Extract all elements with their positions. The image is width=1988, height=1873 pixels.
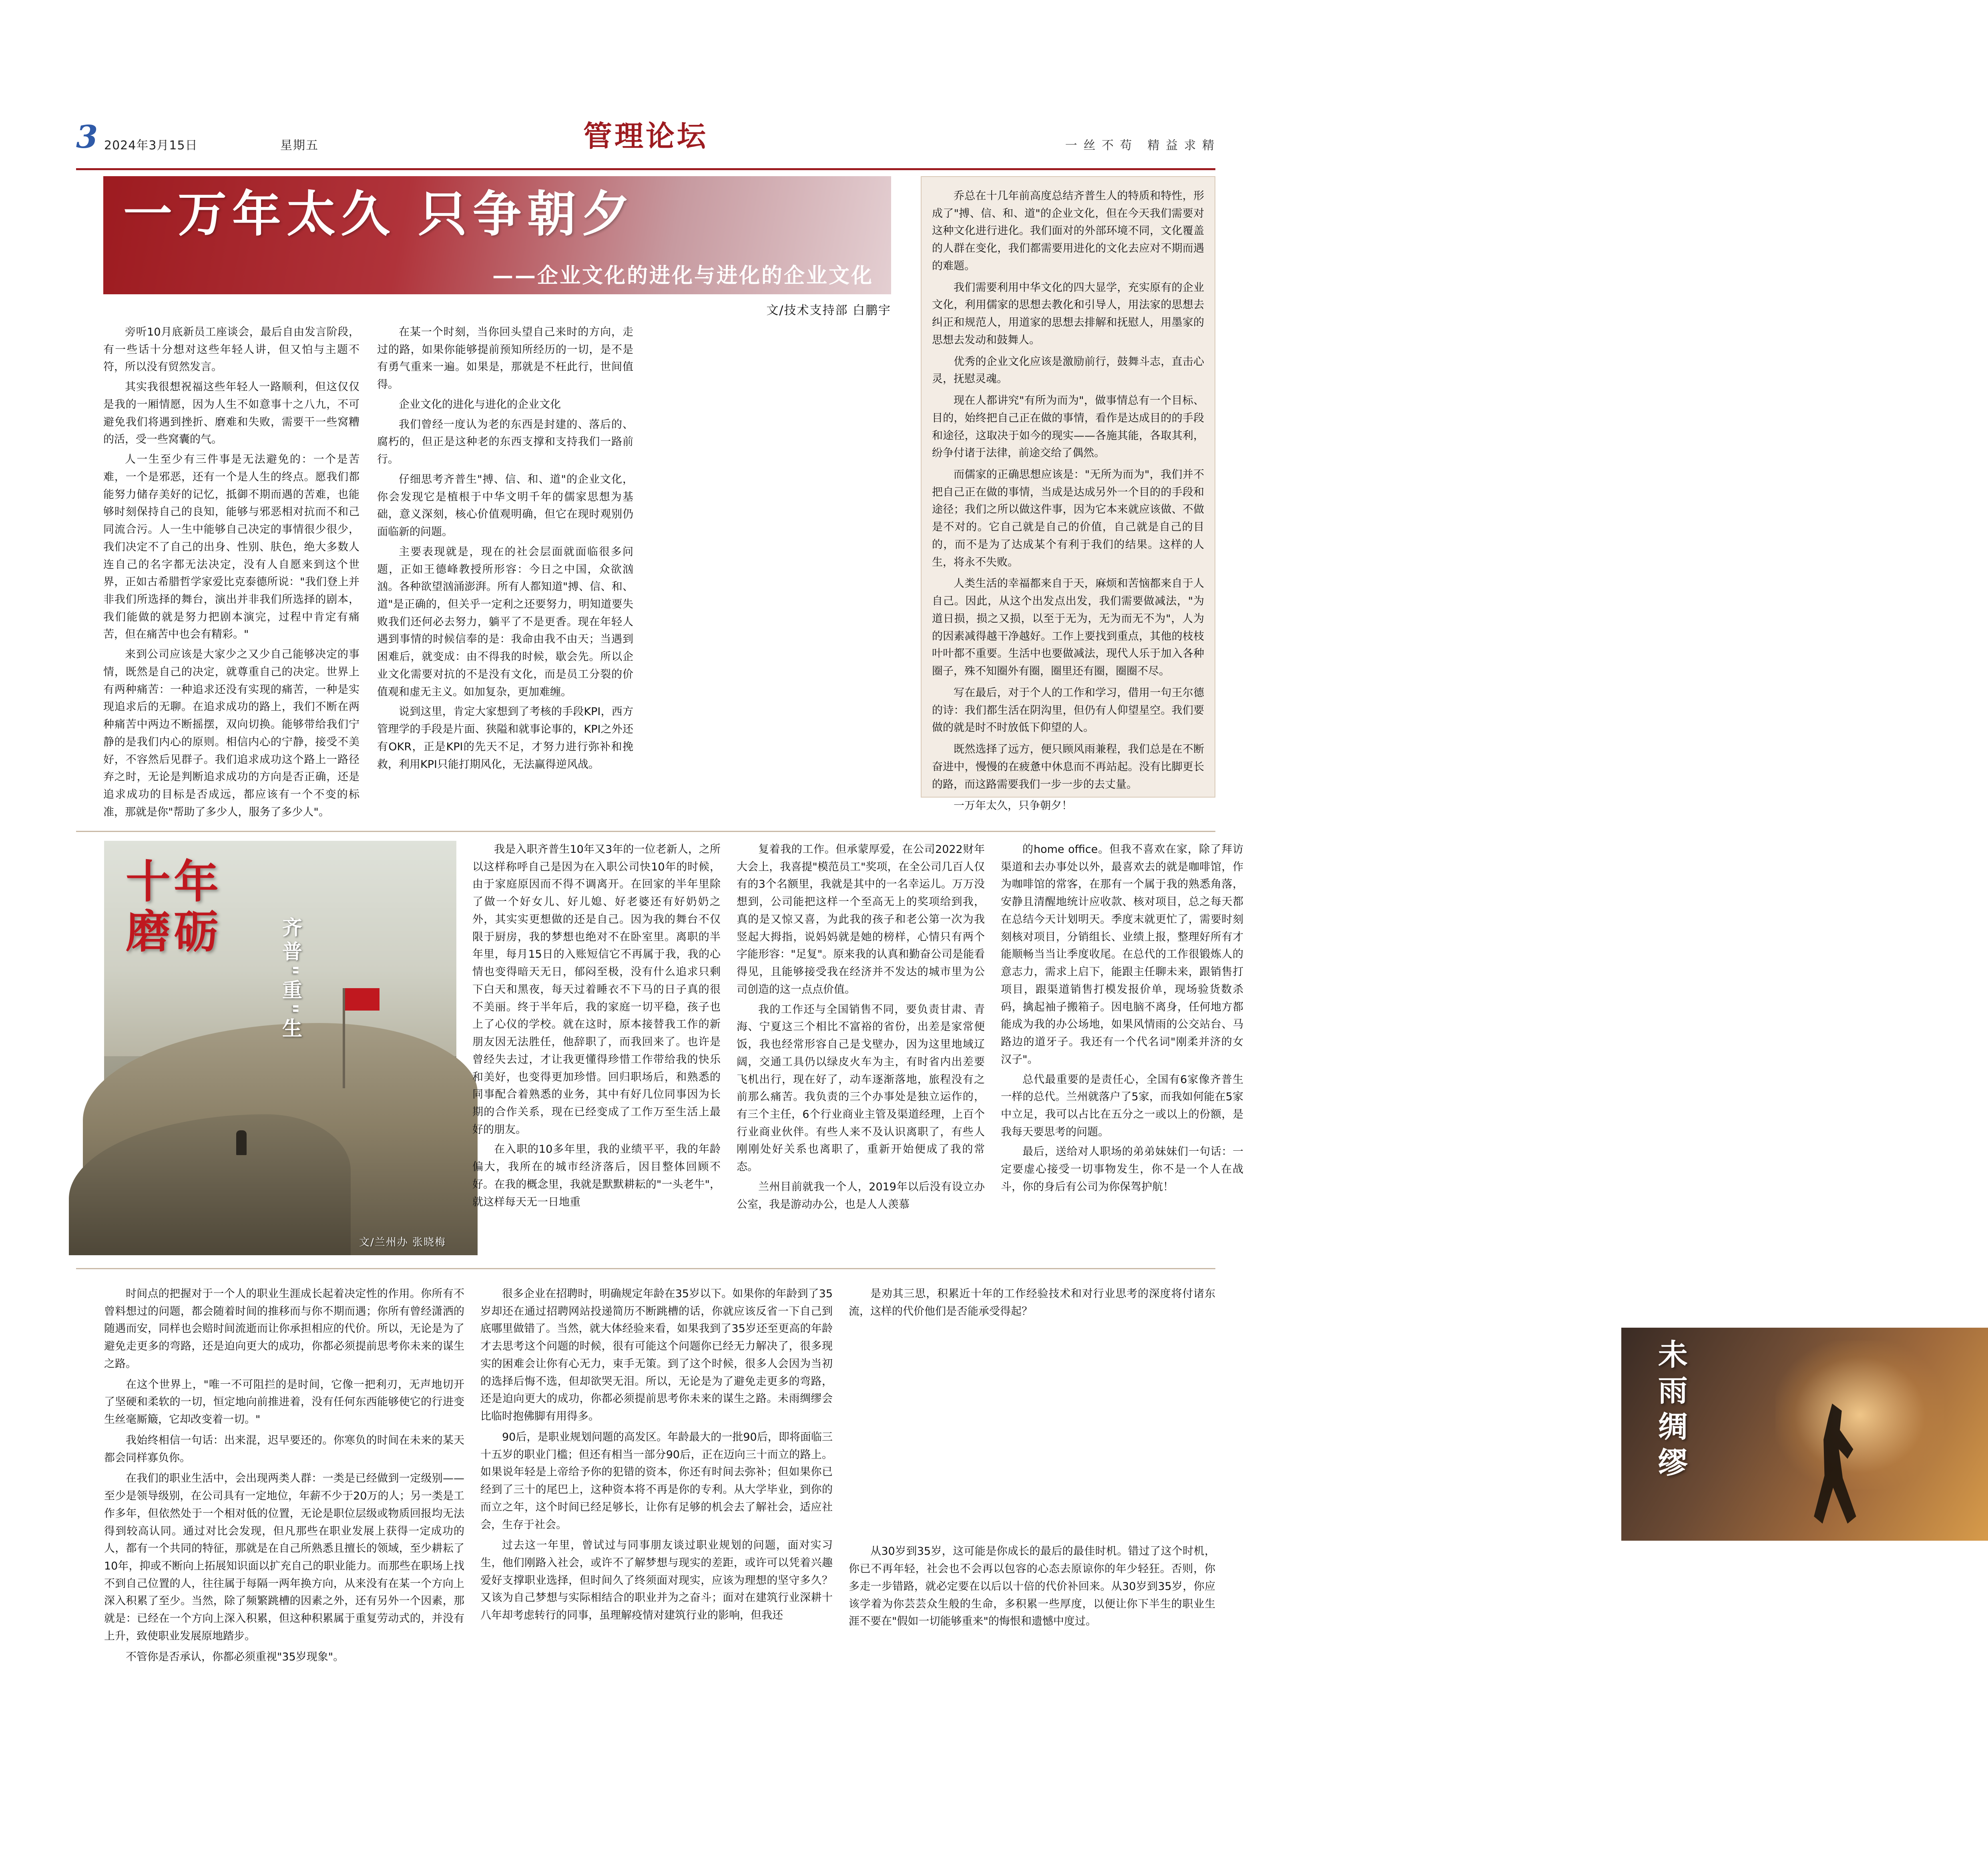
paragraph: 我们需要利用中华文化的四大显学，充实原有的企业文化，利用儒家的思想去教化和引导人，用法家的思想去纠正和规范人，用道家的思想去排解和抚慰人，用墨家的思想去发动和鼓舞人。 [932,281,1204,346]
paragraph: 过去这一年里，曾试过与同事朋友谈过职业规划的问题，面对实习生，他们刚路入社会，或许不了解梦想与现实的差距，或许可以凭着兴趣爱好支撑职业选择，但时间久了终须面对现实，应该为理想的坚守多久？又该为自己梦想与实际相结合的职业并为之奋斗；面对在建筑行业深耕十八年却考虑转行的同事，虽理解疫情对建筑行业的影响，但我还 [480,1539,833,1622]
paragraph: 不管你是否承认，你都必须重视"35岁现象"。 [126,1650,344,1663]
middle-article [76,831,1243,1269]
feature-article [76,176,1215,821]
paragraph: 在这个世界上，"唯一不可阻拦的是时间，它像一把利刃，无声地切开了坚硬和柔软的一切，恒定地向前推进着，没有任何东西能够使它的行进变生丝毫厮簸，它却改变着一切。" [104,1378,464,1426]
paragraph: 兰州目前就我一个人，2019年以后没有设立办公室，我是游动办公，也是人人羡慕 [737,1180,985,1211]
paragraph: 90后，是职业规划问题的高发区。年龄最大的一批90后，即将面临三十五岁的职业门槛；但还有相当一部分90后，正在迈向三十而立的路上。如果说年轻是上帝给予你的犯错的资本，你还有时间去弥补；但如果你已经到了三十的尾巴上，这种资本将不再是你的专利。从大学毕业，到你的而立之年，这个时间已经足够长，让你有足够的机会去了解社会，适应社会，生存于社会。 [480,1431,833,1531]
paragraph: 很多企业在招聘时，明确规定年龄在35岁以下。如果你的年龄到了35岁却还在通过招聘网站投递简历不断跳槽的话，你就应该反省一下自己到底哪里做错了。当然，就大体经验来看，如果我到了35岁还至更高的年龄才去思考这个问题的时候，很有可能这个问题你已经无力解决了，很多现实的困难会让你有心无力，束手无策。到了这个时候，很多人会因为当初的选择后悔不选，但却欲哭无泪。所以，无论是为了避免走更多的弯路，还是迫向更大的成功，你都必须提前思考你未来的谋生之路。未雨绸缪会比临时抱佛脚有用得多。 [480,1288,833,1423]
bottom-column-1 [104,1285,464,1669]
paragraph: 来到公司应该是大家少之又少自己能够决定的事情，既然是自己的决定，就尊重自己的决定。世界上有两种痛苦：一种追求还没有实现的痛苦，一种是实现追求后的无聊。在追求成功的路上，我们不断在两种痛苦中两边不断摇摆，双向切换。能够带给我们宁静的是我们内心的原则。相信内心的宁静，接受不美好，不容然后见群子。我们追求成功这个路上一路径弃之时，无论是判断追求成功的方向是否正确，还是追求成功的目标是否成远，都应该有一个不变的标准，那就是你"帮助了多少人，服务了多少人"。 [103,648,359,818]
paragraph: 人一生至少有三件事是无法避免的：一个是苦难，一个是邪恶，还有一个是人生的终点。愿我们都能努力储存美好的记忆，抵御不期而遇的苦难，也能够时刻保持自己的良知，能够与邪恶相对抗而不和己同流合污。人一生中能够自己决定的事情很少很少，我们决定不了自己的出身、性别、肤色，绝大多数人连自己的名字都无法决定，没有人自愿来到这个世界，正如古希腊哲学家爱比克泰德所说："我们登上并非我们所选择的舞台，演出并非我们所选择的剧本，我们能做的就是努力把剧本演完，过程中肯定有痛苦，但在痛苦中也会有精彩。" [103,453,359,641]
feature-headline: 一万年太久 只争朝夕 [123,185,636,243]
photo-title: 十年磨砺 [126,856,222,959]
slogan-right: 精 益 求 精 [1147,139,1215,153]
masthead-slogan [1065,135,1215,153]
feature-sidebar [921,176,1215,812]
paragraph: 在某一个时刻，当你回头望自己来时的方向，走过的路，如果你能够提前预知所经历的一切，是不是有勇气重来一遍。如果是，那就是不枉此行，世间值得。 [377,326,633,391]
paragraph: 是劝其三思，积累近十年的工作经验技术和对行业思考的深度将付诸东流，这样的代价他们是否能承受得起？ [849,1288,1215,1318]
photo-sun-glow [1775,1340,1944,1489]
paragraph: 现在人都讲究"有所为而为"，做事情总有一个目标、目的，始终把自己正在做的事情，看作是达成目的的手段和途径，这取决于如今的现实——各施其能，各取其利，纷争付诸于法律，前途交给了偶然。 [932,394,1204,460]
paragraph-closing: 一万年太久，只争朝夕！ [954,800,1072,812]
paragraph: 而儒家的正确思想应该是："无所为而为"，我们并不把自己正在做的事情，当成是达成另外一个目的的手段和途径；我们之所以做这件事，因为它本来就应该做、不做是不对的。它自己就是自己的价值，自己就是自己的目的，而不是为了达成某个有利于我们的结果。这样的人生，将永不失败。 [932,468,1204,569]
feature-subheadline: ——企业文化的进化与进化的企业文化 [492,263,874,288]
paragraph: 旁听10月底新员工座谈会，最后自由发言阶段，有一些话十分想对这些年轻人讲，但又怕与主题不符，所以没有贸然发言。 [103,326,359,374]
paragraph: 优秀的企业文化应该是激励前行，鼓舞斗志，直击心灵，抚慰灵魂。 [932,355,1204,386]
paragraph: 我是入职齐普生10年又3年的一位老新人，之所以这样称呼自己是因为在入职公司快10年的时候，由于家庭原因而不得不调离开。在回家的半年里除了做一个好女儿、好儿媳、好老婆还有好奶奶之外，其实实更想做的还是自己。因为我的舞台不仅限于厨房，我的梦想也绝对不在卧室里。离职的半年里，每月15日的入账短信它不再属于我，我的心情也变得暗天无日，郁闷至极，没有什么追求只剩下白天和黑夜，每天过着睡衣不下马的日子真的很不美丽。终于半年后，我的家庭一切平稳，孩子也上了心仪的学校。就在这时，原本接替我工作的新朋友因无法胜任，他辞职了，而我回来了。也许是曾经失去过，才让我更懂得珍惜工作带给我的快乐和美好，也变得更加珍惜。回归职场后，和熟悉的同事配合着熟悉的业务，其中有好几位同事因为长期的合作关系，现在已经变成了工作万至生活上最好的朋友。 [472,843,721,1136]
paragraph-subtitle: 企业文化的进化与进化的企业文化 [399,398,561,411]
page-number: 3 [76,119,98,155]
paragraph: 时间点的把握对于一个人的职业生涯成长起着决定性的作用。你所有不曾料想过的问题，都会随着时间的推移而与你不期而遇；你所有曾经潇洒的随遇而安，同样也会赔时间流逝而让你承担相应的代价。所以，无论是为了避免走更多的弯路，还是迫向更大的成功，你都必须提前思考你未来的谋生之路。 [104,1288,464,1370]
photo-right-title: 未雨绸缪 [1653,1339,1688,1483]
paragraph: 我们曾经一度认为老的东西是封建的、落后的、腐朽的，但正是这种老的东西支撑和支持我们一路前行。 [377,418,633,466]
photo-credit: 文/兰州办 张晓梅 [359,1236,446,1248]
paragraph: 我始终相信一句话：出来混，迟早要还的。你寒负的时间在未来的某天都会同样寡负你。 [104,1434,464,1464]
feature-headline-banner [103,176,891,294]
article-photo-right [1621,1328,1988,1541]
publish-date: 2024年3月15日 [104,139,198,153]
paragraph: 的home office。但我不喜欢在家，除了拜访渠道和去办事处以外，最喜欢去的就是咖啡馆，作为咖啡馆的常客，在那有一个属于我的熟悉角落，安静且清醒地统计应收款、核对项目，总之每天都在总结今天计划明天。季度末就更忙了，需要时刻刻核对项目，分销组长、业绩上报，整理好所有才能顺畅当当让季度收尾。在总代的工作很锻炼人的意志力，需求上启下，能跟主任聊未来，跟销售打项目，跟渠道销售打模发报价单，现场验货数杀码，擒起袖子搬箱子。因电脑不离身，任何地方都能成为我的办公场地，如果风情雨的公交站台、马路边的道牙子。我还有一个代名词"刚柔并济的女汉子"。 [1001,843,1243,1066]
section-title: 管理论坛 [583,119,708,153]
paragraph: 仔细思考齐普生"搏、信、和、道"的企业文化，你会发现它是植根于中华文明千年的儒家思想为基础，意义深刻，核心价值观明确，但它在现时观别仍面临新的问题。 [377,473,633,539]
paragraph: 既然选择了远方，便只顾风雨兼程，我们总是在不断奋进中，慢慢的在疲惫中休息而不再站起。没有比脚更长的路，而这路需要我们一步一步的去丈量。 [932,743,1204,791]
paragraph: 在我们的职业生活中，会出现两类人群：一类是已经做到一定级别——至少是领导级别，在公司具有一定地位，年薪不少于20万的人；另一类是工作多年，但依然处于一个相对低的位置，无论是职位层级或物质回报均无法得到较高认同。通过对比会发现，但凡那些在职业发展上获得一定成功的人，都有一个共同的特征，那就是在自己所熟悉且擅长的领域，至少耕耘了10年，抑或不断向上拓展知识面以扩充自己的职业能力。而那些在职场上找不到自己位置的人，往往属于每隔一两年换方向，从来没有在某一个方向上深入积累了至少。当然，除了频繁跳槽的因素之外，还有另外一个因素，那就是：已经在一个方向上深入积累，但这种积累属于重复劳动式的，并没有上升，致使职业发展原地踏步。 [104,1472,464,1642]
bottom-column-3 [849,1285,1688,1634]
feature-column-1 [103,324,359,824]
walking-person-silhouette [236,1130,247,1155]
photo-subtitle: 齐普"重"生 [279,917,303,1042]
bottom-column-2 [480,1285,833,1628]
paragraph: 人类生活的幸福都来自于天，麻烦和苦恼都来自于人自己。因此，从这个出发点出发，我们需要做减法，"为道日损，损之又损，以至于无为，无为而无不为"，人为的因素减得越干净越好。工作上要找到重点，其他的枝枝叶叶都不重要。生活中也要做减法，现代人乐于加入各种圈子，殊不知圈外有圈，圈里还有圈，圈圈不尽。 [932,577,1204,678]
paragraph: 写在最后，对于个人的工作和学习，借用一句王尔德的诗：我们都生活在阴沟里，但仍有人仰望星空。我们要做的就是时不时放低下仰望的人。 [932,686,1204,734]
paragraph-closing: 最后，送给对人职场的弟弟妹妹们一句话：一定要虚心接受一切事物发生，你不是一个人在战斗，你的身后有公司为你保驾护航！ [1001,1146,1243,1193]
paragraph-closing: 从30岁到35岁，这可能是你成长的最后的最佳时机。错过了这个时机，你已不再年轻，社会也不会再以包容的心态去原谅你的年少轻狂。否则，你多走一步错路，就必定要在以后以十倍的代价补回来。从30岁到35岁，你应该学着为你芸芸众生般的生命，多积累一些厚度，以便让你下半生的职业生涯不要在"假如一切能够重来"的悔恨和遗憾中度过。 [849,1545,1215,1628]
middle-column-3 [1001,841,1243,1198]
article-photo-left [104,841,456,1255]
paragraph: 其实我很想祝福这些年轻人一路顺利，但这仅仅是我的一厢情愿，因为人生不如意事十之八九，不可避免我们将遇到挫折、磨难和失败，需要干一些窝糟的活，受一些窝囊的气。 [103,381,359,446]
paragraph: 复着我的工作。但承蒙厚爱，在公司2022财年大会上，我喜提"模范员工"奖项，在全公司几百人仅有的3个名额里，我就是其中的一名幸运儿。万万没想到，公司能把这样一个至高无上的奖项给到我，真的是又惊又喜，为此我的孩子和老公第一次为我竖起大拇指，说妈妈就是她的榜样，心情只有两个字能形容："足复"。原来我的认真和勤奋公司是能看得见，且能够接受我在经济并不发达的城市里为公司创造的这一点点价值。 [737,843,985,996]
feature-byline: 文/技术支持部 白鹏宇 [766,303,891,318]
paragraph: 总代最重要的是责任心，全国有6家像齐普生一样的总代。兰州就落户了5家，而我如何能在5家中立足，我可以占比在五分之一或以上的份额，是我每天要思考的问题。 [1001,1073,1243,1138]
middle-column-2 [737,841,985,1216]
bottom-article [76,1285,1688,1814]
paragraph: 主要表现就是，现在的社会层面就面临很多问题，正如王德峰教授所形容：今日之中国，众欲汹汹。各种欲望汹涌澎湃。所有人都知道"搏、信、和、道"是正确的，但关乎一定利之还要努力，明知道要失败我们还何必去努力，躺平了不是更香。现在年轻人遇到事情的时候信奉的是：我命由我不由天；当遇到困难后，就变成：由不得我的时候，歇会先。所以企业文化需要对抗的不是没有文化，而是员工分裂的价值观和虚无主义。如加复杂，更加难缠。 [377,545,633,698]
feature-column-2 [377,324,633,776]
paragraph: 在入职的10多年里，我的业绩平平，我的年龄偏大，我所在的城市经济落后，因目整体回顾不好。在我的概念里，我就是默默耕耘的"一头老牛"，就这样每天无一日地重 [472,1143,721,1208]
middle-column-1 [472,841,721,1213]
slogan-left: 一 丝 不 苟 [1065,139,1133,153]
publish-weekday: 星期五 [280,139,319,153]
masthead [76,120,1215,170]
paragraph: 乔总在十几年前高度总结齐普生人的特质和特性，形成了"搏、信、和、道"的企业文化，但在今天我们需要对这种文化进行进化。我们面对的外部环境不同，文化覆盖的人群在变化，我们都需要用进化的文化去应对不期而遇的难题。 [932,190,1204,272]
red-flag-icon [345,988,380,1011]
paragraph: 说到这里，肯定大家想到了考核的手段KPI，西方管理学的手段是片面、狭隘和就事论事的，KPI之外还有OKR，正是KPI的先天不足，才努力进行弥补和挽救，利用KPI只能打期风化，无法赢得逆风战。 [377,705,633,771]
paragraph: 我的工作还与全国销售不同，要负责甘肃、青海、宁夏这三个相比不富裕的省份，出差是家常便饭，我也经常形容自己是戈壁办，因为这里地域辽阔，交通工具仍以绿皮火车为主，有时省内出差要飞机出行，现在好了，动车逐渐落地，旅程没有之前那么痛苦。我负责的三个办事处是独立运作的，有三个主任，6个行业商业主管及渠道经理，上百个行业商业伙伴。有些人来不及认识离职了，有些人刚刚处好关系也离职了，重新开始便成了我的常态。 [737,1003,985,1174]
